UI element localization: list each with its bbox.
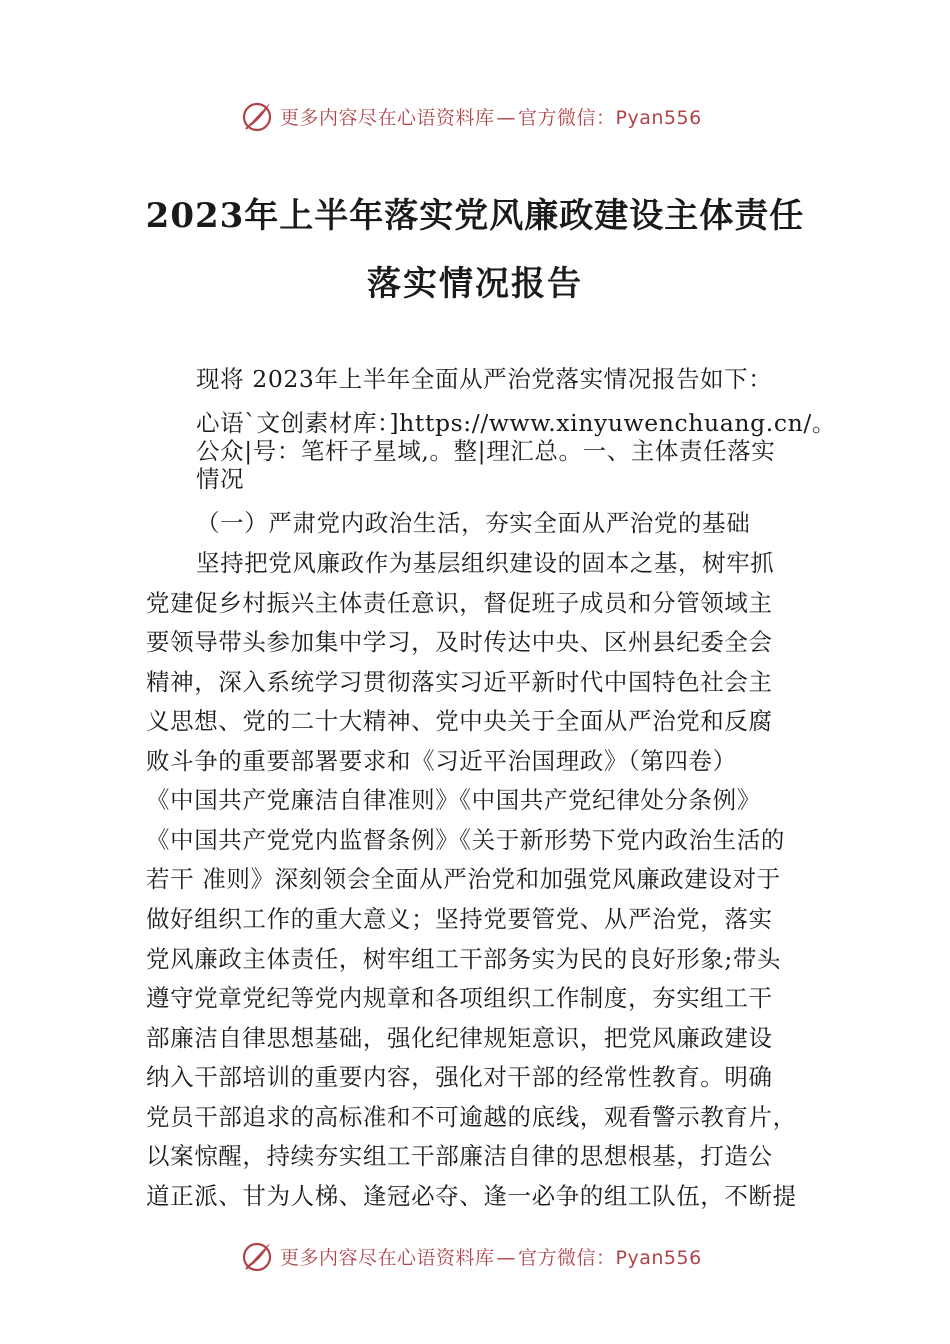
body-line: 纳入干部培训的重要内容，强化对干部的经常性教育。明确 xyxy=(146,1063,773,1091)
body-line: 道正派、甘为人梯、逢冠必夺、逢一必争的组工队伍，不断提 xyxy=(146,1182,797,1210)
document-title-line-2: 落实情况报告 xyxy=(367,264,583,304)
watermark-line-3: 情况 xyxy=(196,465,245,493)
document-title-line-1: 2023年上半年落实党风廉政建设主体责任 xyxy=(145,196,805,236)
body-line: 党风廉政主体责任，树牢组工干部务实为民的良好形象;带头 xyxy=(146,945,782,973)
body-line: 党员干部追求的高标准和不可逾越的底线，观看警示教育片， xyxy=(146,1103,797,1131)
body-line: 做好组织工作的重大意义；坚持党要管党、从严治党，落实 xyxy=(146,905,773,933)
watermark-line-1: 心语`文创素材库：]https://www.xinyuwenchuang.cn/。 xyxy=(196,409,836,437)
banner-text: 更多内容尽在心语资料库 — 官方微信：Pyan556 xyxy=(280,1246,702,1269)
quill-logo-icon xyxy=(240,1239,274,1273)
body-line: 义思想、党的二十大精神、党中央关于全面从严治党和反腐 xyxy=(146,707,773,735)
body-line: 坚持把党风廉政作为基层组织建设的固本之基，树牢抓 xyxy=(196,549,775,577)
body-line: 若干 准则》深刻领会全面从严治党和加强党风廉政建设对于 xyxy=(146,865,781,893)
body-line: 部廉洁自律思想基础，强化纪律规矩意识，把党风廉政建设 xyxy=(146,1024,773,1052)
body-line: 《中国共产党党内监督条例》《关于新形势下党内政治生活的 xyxy=(146,826,785,854)
section-heading: （一）严肃党内政治生活，夯实全面从严治党的基础 xyxy=(196,509,751,537)
quill-logo-icon xyxy=(240,99,274,133)
body-line: 遵守党章党纪等党内规章和各项组织工作制度，夯实组工干 xyxy=(146,984,773,1012)
body-line: 败斗争的重要部署要求和《习近平治国理政》（第四卷） xyxy=(146,747,737,775)
body-line: 精神，深入系统学习贯彻落实习近平新时代中国特色社会主 xyxy=(146,668,773,696)
watermark-line-2: 公众|号：笔杆子星域,。整|理汇总。一、主体责任落实 xyxy=(196,437,776,465)
header-banner xyxy=(0,96,950,136)
body-line: 《中国共产党廉洁自律准则》《中国共产党纪律处分条例》 xyxy=(146,786,761,814)
body-line: 要领导带头参加集中学习，及时传达中央、区州县纪委全会 xyxy=(146,628,773,656)
banner-text: 更多内容尽在心语资料库 — 官方微信：Pyan556 xyxy=(280,106,702,129)
intro-line: 现将 2023年上半年全面从严治党落实情况报告如下： xyxy=(196,365,773,393)
body-line: 党建促乡村振兴主体责任意识，督促班子成员和分管领域主 xyxy=(146,589,773,617)
body-line: 以案惊醒，持续夯实组工干部廉洁自律的思想根基，打造公 xyxy=(146,1142,773,1170)
footer-banner xyxy=(0,1236,950,1276)
